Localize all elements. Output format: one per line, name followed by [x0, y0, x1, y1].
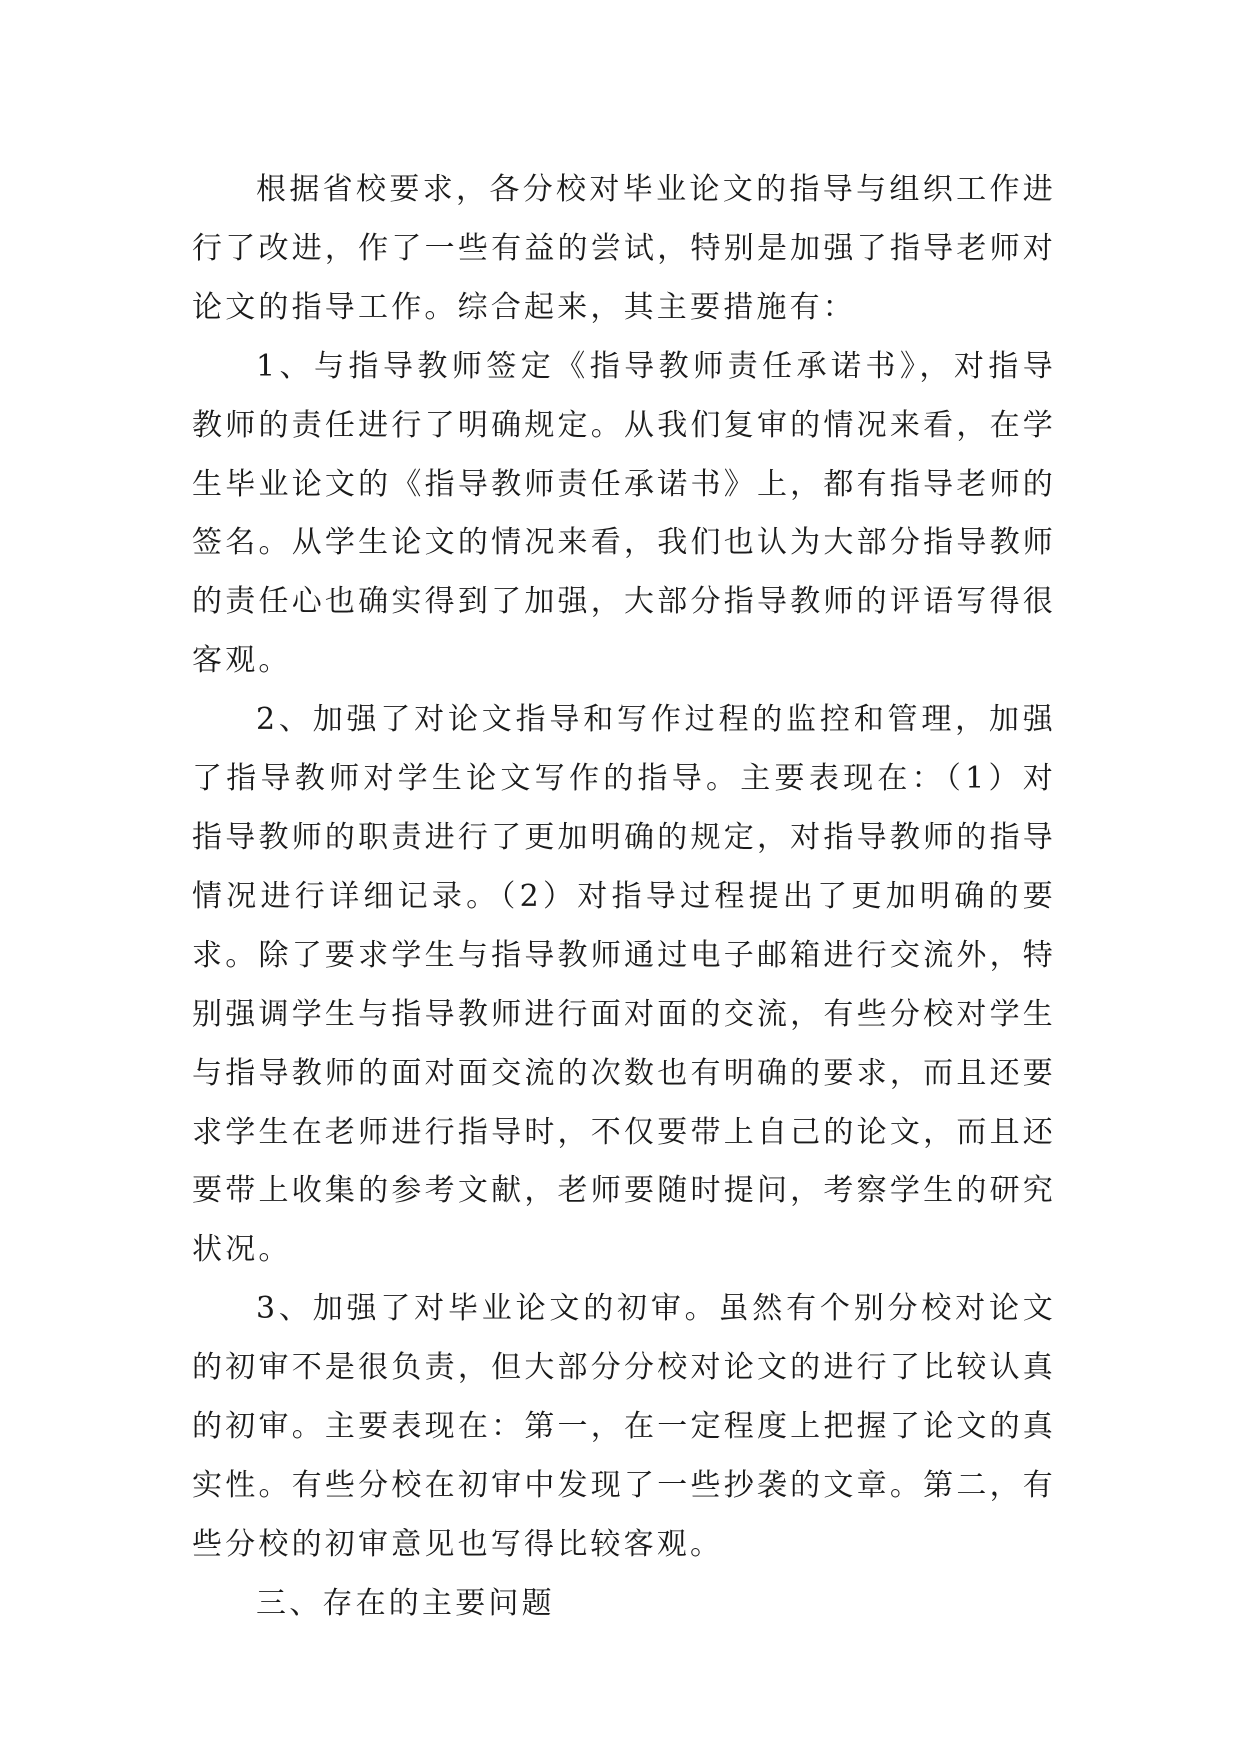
- section-heading: 三、存在的主要问题: [256, 1585, 555, 1621]
- paragraph-measure-3: 3、加强了对毕业论文的初审。虽然有个别分校对论文的初审不是很负责，但大部分分校对论文的进行了比较认真的初审。主要表现在：第一，在一定程度上把握了论文的真实性。有些分校在初审中发现了一些抄袭的文章。第二，有些分校的初审意见也写得比较客观。: [192, 1291, 1056, 1562]
- document-body: [192, 161, 1056, 1634]
- paragraph-measure-2: 2、加强了对论文指导和写作过程的监控和管理，加强了指导教师对学生论文写作的指导。主要表现在：（1）对指导教师的职责进行了更加明确的规定，对指导教师的指导情况进行详细记录。（2）对指导过程提出了更加明确的要求。除了要求学生与指导教师通过电子邮箱进行交流外，特别强调学生与指导教师进行面对面的交流，有些分校对学生与指导教师的面对面交流的次数也有明确的要求，而且还要求学生在老师进行指导时，不仅要带上自己的论文，而且还要带上收集的参考文献，老师要随时提问，考察学生的研究状况。: [192, 702, 1056, 1268]
- paragraph-intro: 根据省校要求，各分校对毕业论文的指导与组织工作进行了改进，作了一些有益的尝试，特别是加强了指导老师对论文的指导工作。综合起来，其主要措施有：: [192, 172, 1056, 325]
- paragraph-measure-1: 1、与指导教师签定《指导教师责任承诺书》，对指导教师的责任进行了明确规定。从我们复审的情况来看，在学生毕业论文的《指导教师责任承诺书》上，都有指导老师的签名。从学生论文的情况来看，我们也认为大部分指导教师的责任心也确实得到了加强，大部分指导教师的评语写得很客观。: [192, 348, 1056, 679]
